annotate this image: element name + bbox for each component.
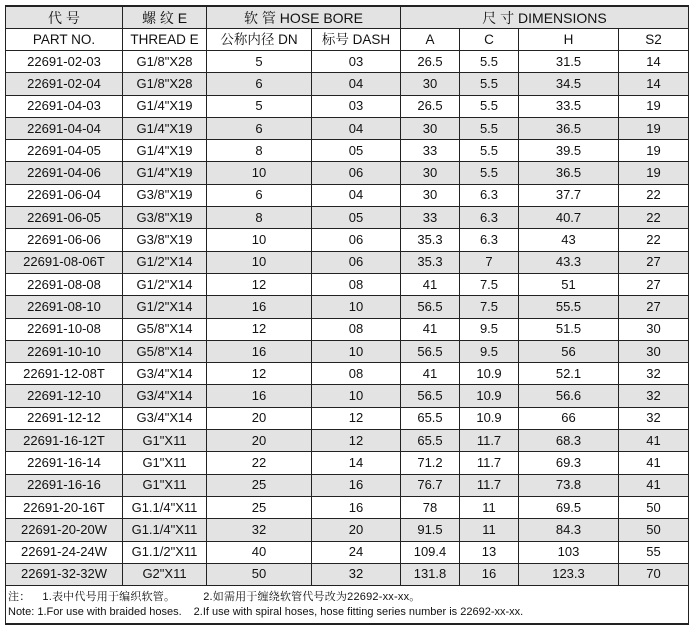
table-row (6, 385, 689, 407)
cell-s2: 27 (619, 251, 689, 273)
cell-h: 69.3 (519, 452, 619, 474)
cell-part: 22691-12-08T (6, 363, 123, 385)
spec-sheet (5, 5, 688, 625)
cell-s2: 14 (619, 73, 689, 95)
cell-part: 22691-16-12T (6, 430, 123, 452)
cell-thread: G3/4"X14 (123, 385, 207, 407)
cell-h: 37.7 (519, 184, 619, 206)
cell-thread: G2"X11 (123, 563, 207, 585)
header-dimensions: 尺 寸 DIMENSIONS (401, 6, 689, 29)
cell-part: 22691-06-04 (6, 184, 123, 206)
cell-c: 9.5 (460, 340, 519, 362)
notes-cn-label: 注： (8, 591, 31, 604)
notes-en-label: Note: (8, 606, 35, 619)
cell-s2: 41 (619, 474, 689, 496)
notes-en-2: 2.If use with spiral hoses, hose fitting series number is 22692-xx-xx. (193, 606, 524, 619)
header-dn: 公称内径 DN (207, 29, 312, 51)
cell-dash: 12 (312, 430, 401, 452)
cell-part: 22691-16-16 (6, 474, 123, 496)
cell-c: 5.5 (460, 140, 519, 162)
header-a: A (401, 29, 460, 51)
cell-h: 43.3 (519, 251, 619, 273)
cell-dash: 06 (312, 162, 401, 184)
cell-dash: 06 (312, 251, 401, 273)
cell-s2: 19 (619, 117, 689, 139)
cell-dn: 16 (207, 340, 312, 362)
cell-h: 33.5 (519, 95, 619, 117)
cell-dash: 05 (312, 140, 401, 162)
cell-a: 30 (401, 73, 460, 95)
cell-s2: 30 (619, 318, 689, 340)
cell-a: 65.5 (401, 430, 460, 452)
cell-c: 5.5 (460, 95, 519, 117)
cell-c: 6.3 (460, 184, 519, 206)
notes-cn-2: 2.如需用于缠绕软管代号改为22692-xx-xx。 (203, 591, 421, 604)
cell-s2: 41 (619, 430, 689, 452)
cell-s2: 19 (619, 140, 689, 162)
cell-thread: G5/8"X14 (123, 318, 207, 340)
cell-a: 41 (401, 318, 460, 340)
cell-c: 5.5 (460, 162, 519, 184)
cell-dash: 06 (312, 229, 401, 251)
cell-a: 65.5 (401, 407, 460, 429)
notes-cn-1: 1.表中代号用于编织软管。 (42, 591, 176, 604)
cell-thread: G1.1/2"X11 (123, 541, 207, 563)
cell-h: 55.5 (519, 296, 619, 318)
hose-fitting-table (5, 5, 689, 586)
header-dash: 标号 DASH (312, 29, 401, 51)
cell-h: 43 (519, 229, 619, 251)
cell-dn: 25 (207, 496, 312, 518)
cell-h: 56 (519, 340, 619, 362)
cell-s2: 55 (619, 541, 689, 563)
table-row (6, 340, 689, 362)
cell-dn: 16 (207, 385, 312, 407)
table-row (6, 95, 689, 117)
cell-part: 22691-04-03 (6, 95, 123, 117)
cell-s2: 22 (619, 229, 689, 251)
header-row-2 (6, 29, 689, 51)
cell-c: 6.3 (460, 229, 519, 251)
cell-part: 22691-06-06 (6, 229, 123, 251)
table-row (6, 430, 689, 452)
cell-s2: 27 (619, 296, 689, 318)
cell-thread: G3/8"X19 (123, 207, 207, 229)
cell-h: 52.1 (519, 363, 619, 385)
cell-dn: 20 (207, 407, 312, 429)
cell-dash: 04 (312, 184, 401, 206)
table-row (6, 541, 689, 563)
cell-dash: 08 (312, 273, 401, 295)
cell-dash: 12 (312, 407, 401, 429)
cell-part: 22691-04-06 (6, 162, 123, 184)
cell-c: 10.9 (460, 363, 519, 385)
cell-part: 22691-32-32W (6, 563, 123, 585)
cell-c: 11.7 (460, 474, 519, 496)
cell-thread: G1/4"X19 (123, 162, 207, 184)
cell-c: 5.5 (460, 51, 519, 73)
cell-s2: 41 (619, 452, 689, 474)
cell-thread: G1/2"X14 (123, 251, 207, 273)
cell-part: 22691-12-12 (6, 407, 123, 429)
cell-a: 109.4 (401, 541, 460, 563)
cell-c: 5.5 (460, 117, 519, 139)
cell-dash: 10 (312, 385, 401, 407)
cell-dash: 03 (312, 51, 401, 73)
cell-a: 56.5 (401, 385, 460, 407)
header-thread-en: THREAD E (123, 29, 207, 51)
cell-thread: G1/4"X19 (123, 95, 207, 117)
table-row (6, 452, 689, 474)
cell-part: 22691-06-05 (6, 207, 123, 229)
cell-part: 22691-16-14 (6, 452, 123, 474)
cell-h: 103 (519, 541, 619, 563)
cell-dn: 40 (207, 541, 312, 563)
cell-a: 76.7 (401, 474, 460, 496)
cell-thread: G1"X11 (123, 474, 207, 496)
table-row (6, 474, 689, 496)
cell-dash: 08 (312, 363, 401, 385)
cell-dn: 6 (207, 117, 312, 139)
cell-c: 9.5 (460, 318, 519, 340)
cell-h: 40.7 (519, 207, 619, 229)
header-c: C (460, 29, 519, 51)
cell-s2: 32 (619, 407, 689, 429)
cell-dash: 04 (312, 73, 401, 95)
cell-part: 22691-08-08 (6, 273, 123, 295)
table-row (6, 207, 689, 229)
cell-h: 36.5 (519, 162, 619, 184)
cell-s2: 70 (619, 563, 689, 585)
cell-part: 22691-20-16T (6, 496, 123, 518)
cell-a: 78 (401, 496, 460, 518)
cell-s2: 14 (619, 51, 689, 73)
cell-dn: 32 (207, 519, 312, 541)
header-s2: S2 (619, 29, 689, 51)
cell-thread: G1/2"X14 (123, 273, 207, 295)
cell-s2: 22 (619, 207, 689, 229)
cell-s2: 32 (619, 385, 689, 407)
table-row (6, 51, 689, 73)
cell-a: 41 (401, 273, 460, 295)
cell-s2: 22 (619, 184, 689, 206)
cell-h: 51.5 (519, 318, 619, 340)
cell-a: 56.5 (401, 340, 460, 362)
cell-dn: 6 (207, 73, 312, 95)
cell-thread: G3/8"X19 (123, 184, 207, 206)
cell-s2: 30 (619, 340, 689, 362)
cell-part: 22691-24-24W (6, 541, 123, 563)
cell-thread: G1"X11 (123, 430, 207, 452)
header-h: H (519, 29, 619, 51)
cell-a: 91.5 (401, 519, 460, 541)
cell-dn: 12 (207, 273, 312, 295)
cell-dash: 24 (312, 541, 401, 563)
cell-s2: 19 (619, 162, 689, 184)
cell-h: 36.5 (519, 117, 619, 139)
cell-thread: G1/2"X14 (123, 296, 207, 318)
cell-dn: 10 (207, 229, 312, 251)
cell-h: 66 (519, 407, 619, 429)
cell-dn: 5 (207, 51, 312, 73)
cell-c: 7 (460, 251, 519, 273)
cell-dn: 20 (207, 430, 312, 452)
cell-dn: 16 (207, 296, 312, 318)
cell-part: 22691-10-08 (6, 318, 123, 340)
table-row (6, 251, 689, 273)
table-row (6, 162, 689, 184)
cell-h: 56.6 (519, 385, 619, 407)
notes-en-1: 1.For use with braided hoses. (37, 606, 182, 619)
cell-dn: 50 (207, 563, 312, 585)
cell-h: 31.5 (519, 51, 619, 73)
table-row (6, 563, 689, 585)
notes-en (8, 605, 688, 620)
cell-dash: 16 (312, 474, 401, 496)
cell-c: 7.5 (460, 273, 519, 295)
table-row (6, 73, 689, 95)
cell-dn: 25 (207, 474, 312, 496)
cell-thread: G1/4"X19 (123, 117, 207, 139)
table-row (6, 296, 689, 318)
cell-a: 30 (401, 184, 460, 206)
table-row (6, 363, 689, 385)
cell-dash: 16 (312, 496, 401, 518)
cell-part: 22691-10-10 (6, 340, 123, 362)
table-row (6, 273, 689, 295)
cell-a: 30 (401, 117, 460, 139)
cell-c: 10.9 (460, 385, 519, 407)
cell-thread: G1/8"X28 (123, 73, 207, 95)
cell-h: 68.3 (519, 430, 619, 452)
header-hose-bore: 软 管 HOSE BORE (207, 6, 401, 29)
cell-c: 11.7 (460, 452, 519, 474)
cell-dash: 08 (312, 318, 401, 340)
cell-s2: 19 (619, 95, 689, 117)
cell-part: 22691-04-05 (6, 140, 123, 162)
cell-dn: 8 (207, 207, 312, 229)
cell-dn: 10 (207, 251, 312, 273)
cell-a: 35.3 (401, 229, 460, 251)
table-row (6, 407, 689, 429)
cell-c: 16 (460, 563, 519, 585)
cell-c: 11 (460, 496, 519, 518)
header-part-cn: 代 号 (6, 6, 123, 29)
cell-part: 22691-20-20W (6, 519, 123, 541)
cell-s2: 27 (619, 273, 689, 295)
cell-thread: G1/8"X28 (123, 51, 207, 73)
cell-c: 11.7 (460, 430, 519, 452)
cell-a: 71.2 (401, 452, 460, 474)
header-part-en: PART NO. (6, 29, 123, 51)
table-row (6, 318, 689, 340)
cell-s2: 32 (619, 363, 689, 385)
cell-c: 5.5 (460, 73, 519, 95)
cell-dn: 12 (207, 363, 312, 385)
cell-dash: 03 (312, 95, 401, 117)
header-row-1 (6, 6, 689, 29)
cell-s2: 50 (619, 519, 689, 541)
table-row (6, 140, 689, 162)
cell-dash: 32 (312, 563, 401, 585)
cell-thread: G1/4"X19 (123, 140, 207, 162)
cell-dash: 04 (312, 117, 401, 139)
cell-dash: 20 (312, 519, 401, 541)
cell-dn: 5 (207, 95, 312, 117)
cell-a: 41 (401, 363, 460, 385)
cell-h: 69.5 (519, 496, 619, 518)
cell-a: 131.8 (401, 563, 460, 585)
cell-h: 34.5 (519, 73, 619, 95)
cell-part: 22691-02-03 (6, 51, 123, 73)
cell-a: 26.5 (401, 95, 460, 117)
cell-a: 26.5 (401, 51, 460, 73)
table-row (6, 496, 689, 518)
cell-dash: 05 (312, 207, 401, 229)
table-row (6, 229, 689, 251)
header-thread-cn: 螺 纹 E (123, 6, 207, 29)
cell-thread: G1"X11 (123, 452, 207, 474)
cell-part: 22691-08-06T (6, 251, 123, 273)
table-row (6, 117, 689, 139)
cell-a: 56.5 (401, 296, 460, 318)
cell-h: 51 (519, 273, 619, 295)
cell-h: 39.5 (519, 140, 619, 162)
cell-part: 22691-08-10 (6, 296, 123, 318)
cell-dash: 10 (312, 340, 401, 362)
cell-s2: 50 (619, 496, 689, 518)
cell-c: 13 (460, 541, 519, 563)
cell-thread: G3/4"X14 (123, 407, 207, 429)
cell-c: 6.3 (460, 207, 519, 229)
cell-a: 33 (401, 207, 460, 229)
cell-c: 11 (460, 519, 519, 541)
cell-thread: G1.1/4"X11 (123, 496, 207, 518)
cell-dn: 10 (207, 162, 312, 184)
cell-part: 22691-02-04 (6, 73, 123, 95)
table-row (6, 184, 689, 206)
notes-cn (8, 590, 688, 605)
cell-part: 22691-12-10 (6, 385, 123, 407)
cell-h: 123.3 (519, 563, 619, 585)
cell-part: 22691-04-04 (6, 117, 123, 139)
cell-h: 84.3 (519, 519, 619, 541)
cell-dn: 6 (207, 184, 312, 206)
cell-thread: G3/4"X14 (123, 363, 207, 385)
cell-c: 10.9 (460, 407, 519, 429)
cell-a: 30 (401, 162, 460, 184)
cell-thread: G1.1/4"X11 (123, 519, 207, 541)
cell-h: 73.8 (519, 474, 619, 496)
cell-a: 35.3 (401, 251, 460, 273)
cell-dn: 8 (207, 140, 312, 162)
cell-thread: G5/8"X14 (123, 340, 207, 362)
cell-c: 7.5 (460, 296, 519, 318)
cell-thread: G3/8"X19 (123, 229, 207, 251)
cell-dn: 12 (207, 318, 312, 340)
cell-dash: 14 (312, 452, 401, 474)
cell-a: 33 (401, 140, 460, 162)
cell-dash: 10 (312, 296, 401, 318)
table-row (6, 519, 689, 541)
cell-dn: 22 (207, 452, 312, 474)
